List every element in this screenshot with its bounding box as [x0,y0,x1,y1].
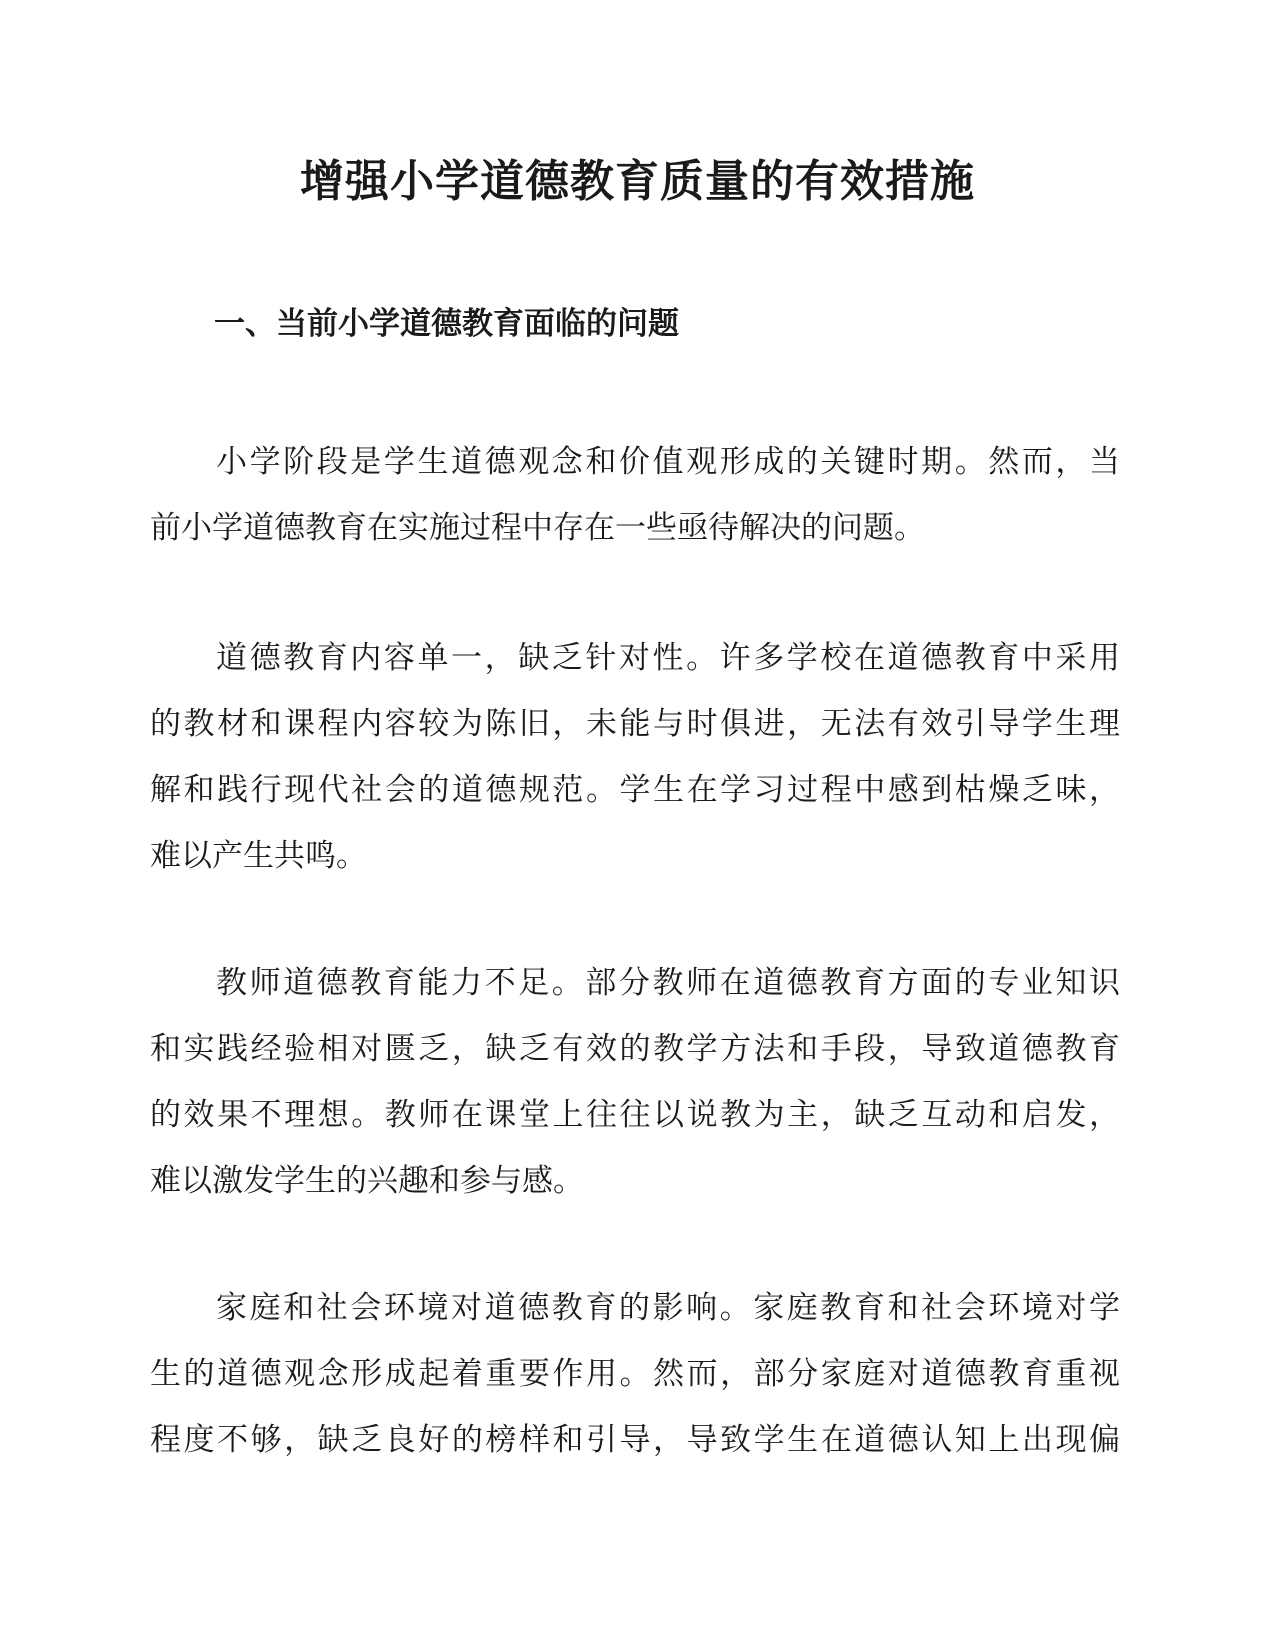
section-heading: 一、当前小学道德教育面临的问题 [214,306,679,342]
paragraph-3 [150,950,1120,1214]
paragraph-line: 的教材和课程内容较为陈旧，未能与时俱进，无法有效引导学生理 [150,706,1120,742]
paragraph-1 [150,429,1120,561]
paragraph-line: 解和践行现代社会的道德规范。学生在学习过程中感到枯燥乏味， [150,772,1120,808]
paragraph-line: 的效果不理想。教师在课堂上往往以说教为主，缺乏互动和启发， [150,1097,1120,1133]
document-title: 增强小学道德教育质量的有效措施 [300,156,975,207]
paragraph-line: 生的道德观念形成起着重要作用。然而，部分家庭对道德教育重视 [150,1356,1120,1392]
paragraph-line: 家庭和社会环境对道德教育的影响。家庭教育和社会环境对学 [216,1290,1120,1326]
paragraph-line: 难以激发学生的兴趣和参与感。 [150,1163,584,1199]
paragraph-line: 道德教育内容单一，缺乏针对性。许多学校在道德教育中采用 [216,640,1120,676]
paragraph-line: 小学阶段是学生道德观念和价值观形成的关键时期。然而，当 [216,444,1120,480]
paragraph-4 [150,1275,1120,1473]
paragraph-line: 教师道德教育能力不足。部分教师在道德教育方面的专业知识 [216,965,1120,1001]
paragraph-line: 和实践经验相对匮乏，缺乏有效的教学方法和手段，导致道德教育 [150,1031,1120,1067]
paragraph-line: 前小学道德教育在实施过程中存在一些亟待解决的问题。 [150,510,925,546]
paragraph-2 [150,625,1120,889]
paragraph-line: 程度不够，缺乏良好的榜样和引导，导致学生在道德认知上出现偏 [150,1422,1120,1458]
paragraph-line: 难以产生共鸣。 [150,838,367,874]
